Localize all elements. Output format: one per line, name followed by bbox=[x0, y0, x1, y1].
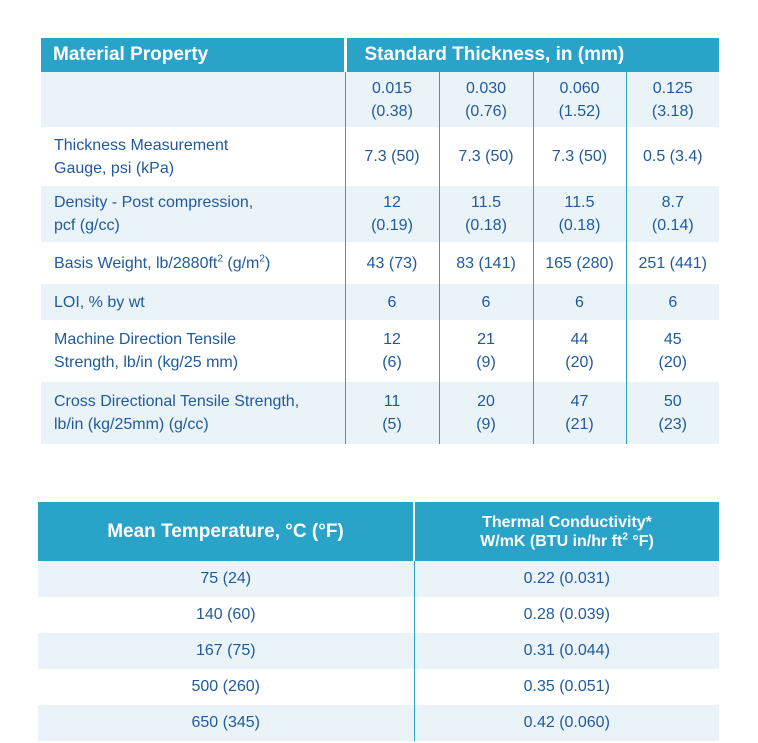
temperature-cell: 167 (75) bbox=[38, 633, 414, 669]
value-main: 44 bbox=[570, 331, 589, 348]
value-metric: (5) bbox=[382, 416, 402, 433]
label-line: Density - Post compression, bbox=[54, 194, 254, 211]
density-row bbox=[41, 186, 719, 242]
label-line: Cross Directional Tensile Strength, bbox=[54, 393, 300, 410]
value-main: 8.7 bbox=[661, 194, 684, 211]
md-tensile-value bbox=[439, 320, 533, 382]
thermal-row bbox=[38, 705, 719, 741]
label-line: Strength, lb/in (kg/25 mm) bbox=[54, 354, 239, 371]
thermal-conductivity-header bbox=[414, 502, 719, 561]
md-tensile-row bbox=[41, 320, 719, 382]
thickness-sizes-row bbox=[41, 72, 719, 127]
cd-tensile-label bbox=[41, 382, 345, 444]
header-line: Thermal Conductivity* bbox=[482, 513, 652, 531]
size-cell bbox=[439, 72, 533, 127]
header-line: W/mK (BTU in/hr ft bbox=[480, 532, 623, 550]
label-line: Machine Direction Tensile bbox=[54, 331, 237, 348]
md-tensile-label bbox=[41, 320, 345, 382]
gauge-label bbox=[41, 127, 345, 186]
value-metric: (20) bbox=[658, 354, 687, 371]
size-mm: (1.52) bbox=[558, 102, 601, 120]
size-cell bbox=[345, 72, 439, 127]
gauge-value: 7.3 (50) bbox=[345, 127, 439, 186]
cd-tensile-value bbox=[626, 382, 719, 444]
cd-tensile-value bbox=[533, 382, 626, 444]
md-tensile-value bbox=[533, 320, 626, 382]
loi-value: 6 bbox=[345, 284, 439, 320]
md-tensile-value bbox=[345, 320, 439, 382]
value-main: 11.5 bbox=[471, 194, 501, 211]
standard-thickness-header: Standard Thickness, in (mm) bbox=[345, 38, 719, 72]
gauge-row bbox=[41, 127, 719, 186]
header-line: °F) bbox=[627, 532, 654, 550]
gauge-value: 0.5 (3.4) bbox=[626, 127, 719, 186]
density-label bbox=[41, 186, 345, 242]
value-main: 11 bbox=[383, 393, 401, 410]
gauge-value: 7.3 (50) bbox=[533, 127, 626, 186]
loi-value: 6 bbox=[626, 284, 719, 320]
size-cell bbox=[533, 72, 626, 127]
size-value: 0.030 bbox=[465, 79, 507, 97]
basis-weight-value: 43 (73) bbox=[345, 242, 439, 284]
basis-weight-value: 251 (441) bbox=[626, 242, 719, 284]
value-metric: (21) bbox=[565, 416, 594, 433]
size-mm: (3.18) bbox=[651, 102, 694, 120]
sizes-label-cell bbox=[41, 72, 345, 127]
size-mm: (0.38) bbox=[371, 102, 413, 120]
loi-value: 6 bbox=[533, 284, 626, 320]
basis-weight-row bbox=[41, 242, 719, 284]
basis-weight-value: 165 (280) bbox=[533, 242, 626, 284]
value-metric: (0.18) bbox=[558, 217, 601, 234]
label-line: Thickness Measurement bbox=[54, 136, 229, 154]
properties-header-row bbox=[41, 38, 719, 72]
label-part: ) bbox=[264, 254, 271, 272]
md-tensile-value bbox=[626, 320, 719, 382]
label-line: lb/in (kg/25mm) (g/cc) bbox=[54, 416, 209, 433]
gauge-value: 7.3 (50) bbox=[439, 127, 533, 186]
value-metric: (0.19) bbox=[371, 217, 413, 234]
mean-temperature-header: Mean Temperature, °C (°F) bbox=[38, 502, 414, 561]
thermal-row bbox=[38, 597, 719, 633]
cd-tensile-value bbox=[439, 382, 533, 444]
label-line: Gauge, psi (kPa) bbox=[54, 159, 175, 177]
thermal-row bbox=[38, 669, 719, 705]
loi-label: LOI, % by wt bbox=[41, 284, 345, 320]
density-value bbox=[345, 186, 439, 242]
size-cell bbox=[626, 72, 719, 127]
temperature-cell: 650 (345) bbox=[38, 705, 414, 741]
loi-row bbox=[41, 284, 719, 320]
density-value bbox=[439, 186, 533, 242]
cd-tensile-value bbox=[345, 382, 439, 444]
density-value bbox=[533, 186, 626, 242]
temperature-cell: 500 (260) bbox=[38, 669, 414, 705]
thermal-header-row bbox=[38, 502, 719, 561]
conductivity-cell: 0.42 (0.060) bbox=[414, 705, 719, 741]
conductivity-cell: 0.22 (0.031) bbox=[414, 561, 719, 597]
superscript: 2 bbox=[622, 531, 628, 543]
thermal-conductivity-table bbox=[38, 502, 719, 741]
size-value: 0.125 bbox=[652, 79, 693, 97]
label-line: pcf (g/cc) bbox=[54, 217, 120, 234]
basis-weight-label bbox=[41, 242, 345, 284]
size-value: 0.060 bbox=[559, 79, 600, 97]
value-main: 47 bbox=[570, 393, 589, 410]
value-metric: (0.14) bbox=[651, 217, 694, 234]
superscript: 2 bbox=[259, 253, 265, 265]
value-main: 11.5 bbox=[564, 194, 595, 211]
density-value bbox=[626, 186, 719, 242]
cd-tensile-row bbox=[41, 382, 719, 444]
value-main: 50 bbox=[663, 393, 682, 410]
size-value: 0.015 bbox=[371, 79, 413, 97]
thermal-row bbox=[38, 561, 719, 597]
material-property-header: Material Property bbox=[41, 38, 345, 72]
temperature-cell: 140 (60) bbox=[38, 597, 414, 633]
value-metric: (0.18) bbox=[465, 217, 507, 234]
conductivity-cell: 0.28 (0.039) bbox=[414, 597, 719, 633]
size-mm: (0.76) bbox=[465, 102, 507, 120]
label-part: Basis Weight, lb/2880ft bbox=[54, 254, 218, 272]
value-main: 12 bbox=[383, 194, 401, 211]
superscript: 2 bbox=[217, 253, 223, 265]
value-metric: (9) bbox=[476, 354, 496, 371]
value-metric: (9) bbox=[476, 416, 496, 433]
value-metric: (20) bbox=[565, 354, 594, 371]
loi-value: 6 bbox=[439, 284, 533, 320]
value-main: 20 bbox=[477, 393, 495, 410]
conductivity-cell: 0.35 (0.051) bbox=[414, 669, 719, 705]
value-metric: (23) bbox=[658, 416, 687, 433]
value-main: 21 bbox=[477, 331, 495, 348]
temperature-cell: 75 (24) bbox=[38, 561, 414, 597]
value-main: 12 bbox=[383, 331, 401, 348]
thermal-row bbox=[38, 633, 719, 669]
label-part: (g/m bbox=[222, 254, 260, 272]
basis-weight-value: 83 (141) bbox=[439, 242, 533, 284]
value-metric: (6) bbox=[382, 354, 402, 371]
material-properties-table bbox=[41, 38, 719, 444]
conductivity-cell: 0.31 (0.044) bbox=[414, 633, 719, 669]
value-main: 45 bbox=[663, 331, 682, 348]
